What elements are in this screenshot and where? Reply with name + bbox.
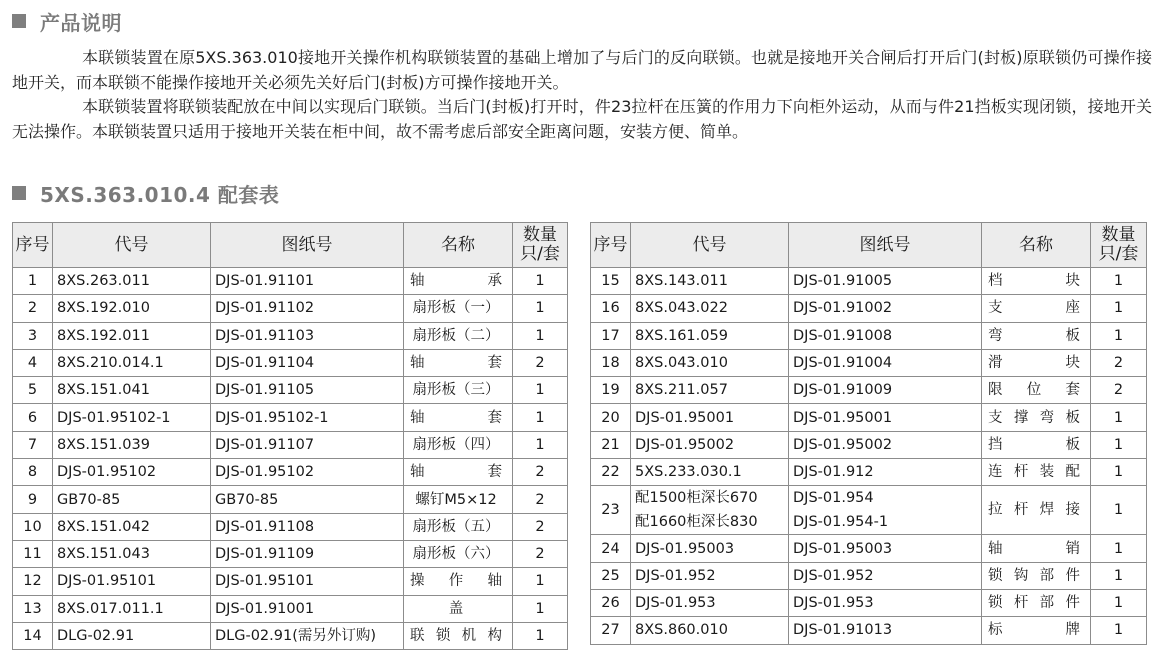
- cell-seq: 23: [591, 486, 631, 535]
- description-paragraph-1: 本联锁装置在原5XS.363.010接地开关操作机构联锁装置的基础上增加了与后门的反向联锁。也就是接地开关合闸后打开后门(封板)原联锁仍可操作接地开关，而本联锁不能操作接地开关必须先关好后门(封板)方可操作接地开关。: [12, 48, 1152, 92]
- section-header-table: [12, 180, 279, 206]
- name-char: 标: [988, 622, 1003, 639]
- cell-qty: 1: [513, 377, 568, 404]
- cell-seq: 18: [591, 349, 631, 376]
- name-text: [404, 377, 512, 403]
- cell-code: 8XS.161.059: [631, 322, 789, 349]
- cell-drawing: DJS-01.91105: [211, 377, 404, 404]
- cell-name: [404, 404, 513, 431]
- cell-name: [982, 459, 1091, 486]
- cell-seq: 25: [591, 562, 631, 589]
- cell-qty: 2: [513, 486, 568, 513]
- cell-drawing: DJS-01.91013: [789, 617, 982, 644]
- header-drawing: 图纸号: [211, 223, 404, 268]
- cell-qty: 1: [1091, 268, 1147, 295]
- cell-drawing: DLG-02.91(需另外订购): [211, 622, 404, 649]
- name-char: 扇形板（三）: [412, 382, 500, 399]
- cell-code: DJS-01.95002: [631, 431, 789, 458]
- cell-code: DJS-01.95102-1: [53, 404, 211, 431]
- cell-seq: 24: [591, 535, 631, 562]
- cell-code: 8XS.143.011: [631, 268, 789, 295]
- cell-seq: 4: [13, 349, 53, 376]
- name-char: 部: [1039, 567, 1055, 584]
- table-row: [591, 535, 1147, 562]
- table-row: [13, 404, 568, 431]
- cell-seq: 12: [13, 568, 53, 595]
- cell-code: 8XS.151.043: [53, 540, 211, 567]
- cell-qty: 2: [513, 349, 568, 376]
- name-char: 联: [410, 628, 425, 644]
- name-text: [404, 541, 512, 567]
- cell-code-line: 配1660柜深长830: [635, 514, 758, 531]
- name-char: 钩: [1013, 567, 1029, 584]
- cell-qty: 2: [513, 513, 568, 540]
- cell-drawing: [789, 486, 982, 535]
- name-char: 轴: [410, 464, 425, 481]
- cell-drawing: DJS-01.912: [789, 459, 982, 486]
- cell-qty: 1: [513, 295, 568, 322]
- header-qty-line1: 数量: [1101, 225, 1136, 245]
- name-char: 滑: [988, 355, 1003, 372]
- cell-name: [404, 268, 513, 295]
- name-char: 位: [1026, 382, 1042, 399]
- cell-code-line: 配1500柜深长670: [635, 490, 758, 507]
- name-text: [982, 563, 1090, 589]
- cell-drawing: DJS-01.95002: [789, 431, 982, 458]
- cell-name: [404, 540, 513, 567]
- name-char: 套: [1065, 382, 1080, 399]
- cell-qty: 1: [513, 622, 568, 649]
- cell-name: [982, 322, 1091, 349]
- table-row: [13, 540, 568, 567]
- cell-name: [982, 268, 1091, 295]
- cell-name: [982, 349, 1091, 376]
- name-char: 接: [1065, 502, 1080, 519]
- name-char: 块: [1065, 273, 1080, 290]
- table-row: [13, 486, 568, 513]
- cell-qty: 1: [1091, 535, 1147, 562]
- cell-name: [404, 513, 513, 540]
- name-char: 轴: [487, 573, 502, 590]
- cell-seq: 7: [13, 431, 53, 458]
- cell-code: 8XS.151.041: [53, 377, 211, 404]
- table-row: [591, 322, 1147, 349]
- name-char: 作: [448, 573, 464, 590]
- name-text: [982, 268, 1090, 294]
- cell-seq: 6: [13, 404, 53, 431]
- name-char: 支: [988, 409, 1003, 426]
- name-char: 焊: [1039, 502, 1055, 519]
- table-row: [591, 486, 1147, 535]
- cell-code: 8XS.192.011: [53, 322, 211, 349]
- cell-seq: 8: [13, 459, 53, 486]
- cell-name: [982, 431, 1091, 458]
- cell-drawing: DJS-01.91102: [211, 295, 404, 322]
- cell-drawing: DJS-01.91001: [211, 595, 404, 622]
- cell-seq: 22: [591, 459, 631, 486]
- table-row: [591, 349, 1147, 376]
- name-text: [404, 487, 512, 513]
- name-char: 件: [1065, 567, 1080, 584]
- table-row: [591, 562, 1147, 589]
- table-row: [13, 513, 568, 540]
- cell-name: [404, 568, 513, 595]
- name-char: 套: [487, 464, 502, 481]
- name-text: [982, 590, 1090, 616]
- name-char: 杆: [1013, 595, 1029, 612]
- name-text: [404, 623, 512, 649]
- cell-seq: 15: [591, 268, 631, 295]
- cell-seq: 26: [591, 589, 631, 616]
- cell-seq: 2: [13, 295, 53, 322]
- name-char: 盖: [448, 600, 464, 617]
- cell-seq: 17: [591, 322, 631, 349]
- name-char: 锁: [988, 595, 1003, 612]
- cell-code: DJS-01.95101: [53, 568, 211, 595]
- cell-seq: 21: [591, 431, 631, 458]
- name-char: 板: [1065, 436, 1080, 453]
- name-char: 装: [1039, 464, 1055, 481]
- cell-code: 8XS.263.011: [53, 268, 211, 295]
- name-char: 限: [988, 382, 1003, 399]
- header-qty-line2: 只/套: [1098, 244, 1139, 264]
- header-name: 名称: [982, 223, 1091, 268]
- cell-seq: 3: [13, 322, 53, 349]
- name-char: 杆: [1013, 464, 1029, 481]
- name-text: [982, 323, 1090, 349]
- cell-code: DLG-02.91: [53, 622, 211, 649]
- cell-name: [982, 404, 1091, 431]
- cell-name: [404, 595, 513, 622]
- cell-qty: 1: [513, 595, 568, 622]
- table-row: [13, 322, 568, 349]
- cell-code: DJS-01.952: [631, 562, 789, 589]
- header-qty: [513, 223, 568, 268]
- name-text: [404, 350, 512, 376]
- cell-drawing: DJS-01.95102: [211, 459, 404, 486]
- name-text: [404, 432, 512, 458]
- description-paragraph-2: 本联锁装置将联锁装配放在中间以实现后门联锁。当后门(封板)打开时，件23拉杆在压簧的作用力下向柜外运动，从而与件21挡板实现闭锁，接地开关无法操作。本联锁装置只适用于接地开关装在柜中间，故不需考虑后部安全距离问题，安装方便、简单。: [12, 97, 1152, 141]
- table-row: [591, 268, 1147, 295]
- cell-drawing: DJS-01.95003: [789, 535, 982, 562]
- section-title: 5XS.363.010.4 配套表: [40, 182, 280, 207]
- name-char: 板: [1065, 327, 1080, 344]
- name-char: 挡: [988, 436, 1003, 453]
- cell-name: [982, 295, 1091, 322]
- cell-qty: 1: [1091, 589, 1147, 616]
- cell-drawing: DJS-01.91104: [211, 349, 404, 376]
- cell-seq: 11: [13, 540, 53, 567]
- cell-name: [982, 377, 1091, 404]
- header-code: 代号: [53, 223, 211, 268]
- cell-drawing: DJS-01.91107: [211, 431, 404, 458]
- table-row: [591, 617, 1147, 644]
- name-text: [404, 268, 512, 294]
- table-row: [13, 377, 568, 404]
- cell-name: [982, 589, 1091, 616]
- name-char: 机: [461, 628, 477, 644]
- cell-code: 8XS.211.057: [631, 377, 789, 404]
- name-char: 弯: [1039, 409, 1055, 426]
- cell-code: 8XS.860.010: [631, 617, 789, 644]
- name-char: 扇形板（一）: [412, 300, 500, 317]
- cell-drawing: DJS-01.91008: [789, 322, 982, 349]
- parts-table-right: [590, 222, 1147, 645]
- cell-drawing: DJS-01.95102-1: [211, 404, 404, 431]
- name-char: 拉: [988, 502, 1003, 519]
- name-text: [982, 459, 1090, 485]
- cell-seq: 16: [591, 295, 631, 322]
- cell-qty: 1: [1091, 404, 1147, 431]
- name-text: [404, 295, 512, 321]
- cell-qty: 2: [1091, 377, 1147, 404]
- parts-table-left: [12, 222, 568, 650]
- cell-qty: 2: [513, 459, 568, 486]
- name-char: 扇形板（二）: [412, 327, 500, 344]
- cell-drawing: DJS-01.91004: [789, 349, 982, 376]
- name-text: [982, 536, 1090, 562]
- header-seq: 序号: [13, 223, 53, 268]
- cell-code: GB70-85: [53, 486, 211, 513]
- cell-qty: 1: [513, 568, 568, 595]
- name-char: 螺钉M5×12: [415, 491, 497, 508]
- name-text: [982, 405, 1090, 431]
- name-char: 锁: [988, 567, 1003, 584]
- cell-qty: 2: [1091, 349, 1147, 376]
- cell-qty: 1: [1091, 322, 1147, 349]
- cell-name: [404, 459, 513, 486]
- cell-qty: 1: [513, 268, 568, 295]
- table-row: [591, 404, 1147, 431]
- name-char: 套: [487, 355, 502, 372]
- section-title: 产品说明: [40, 10, 122, 35]
- cell-qty: 1: [1091, 562, 1147, 589]
- header-qty: [1091, 223, 1147, 268]
- cell-name: [404, 622, 513, 649]
- cell-drawing: GB70-85: [211, 486, 404, 513]
- header-drawing: 图纸号: [789, 223, 982, 268]
- name-text: [982, 497, 1090, 523]
- name-text: [982, 617, 1090, 643]
- cell-name: [404, 322, 513, 349]
- name-char: 操: [410, 573, 425, 590]
- name-text: [982, 377, 1090, 403]
- cell-seq: 14: [13, 622, 53, 649]
- cell-name: [404, 349, 513, 376]
- section-marker-icon: [12, 186, 26, 200]
- cell-qty: 1: [513, 322, 568, 349]
- cell-qty: 1: [1091, 431, 1147, 458]
- cell-qty: 1: [1091, 295, 1147, 322]
- cell-qty: 2: [513, 540, 568, 567]
- name-char: 块: [1065, 355, 1080, 372]
- table-row: [591, 431, 1147, 458]
- name-text: [404, 459, 512, 485]
- table-header-row: [591, 223, 1147, 268]
- cell-name: [404, 295, 513, 322]
- cell-name: [982, 486, 1091, 535]
- cell-qty: 1: [1091, 617, 1147, 644]
- header-name: 名称: [404, 223, 513, 268]
- cell-code: DJS-01.953: [631, 589, 789, 616]
- cell-code: [631, 486, 789, 535]
- cell-qty: 1: [513, 404, 568, 431]
- cell-seq: 5: [13, 377, 53, 404]
- cell-code: DJS-01.95102: [53, 459, 211, 486]
- cell-qty: 1: [513, 431, 568, 458]
- table-row: [13, 431, 568, 458]
- name-text: [404, 514, 512, 540]
- cell-seq: 27: [591, 617, 631, 644]
- cell-code: 8XS.017.011.1: [53, 595, 211, 622]
- cell-drawing: DJS-01.91108: [211, 513, 404, 540]
- section-marker-icon: [12, 14, 26, 28]
- cell-seq: 10: [13, 513, 53, 540]
- name-text: [404, 405, 512, 431]
- name-char: 承: [487, 273, 502, 290]
- header-qty-line2: 只/套: [520, 244, 560, 264]
- cell-code: DJS-01.95001: [631, 404, 789, 431]
- name-char: 扇形板（四）: [412, 436, 500, 453]
- cell-name: [404, 431, 513, 458]
- header-seq: 序号: [591, 223, 631, 268]
- table-row: [13, 349, 568, 376]
- name-char: 轴: [988, 540, 1003, 557]
- cell-drawing: DJS-01.91109: [211, 540, 404, 567]
- cell-code: 8XS.192.010: [53, 295, 211, 322]
- name-char: 扇形板（六）: [412, 546, 500, 563]
- header-code: 代号: [631, 223, 789, 268]
- cell-drawing: DJS-01.91009: [789, 377, 982, 404]
- cell-seq: 20: [591, 404, 631, 431]
- name-text: [404, 596, 512, 622]
- name-char: 支: [988, 300, 1003, 317]
- cell-name: [982, 562, 1091, 589]
- table-row: [591, 589, 1147, 616]
- table-row: [13, 268, 568, 295]
- cell-code: DJS-01.95003: [631, 535, 789, 562]
- name-char: 锁: [435, 628, 451, 644]
- cell-drawing: DJS-01.91002: [789, 295, 982, 322]
- cell-name: [982, 535, 1091, 562]
- cell-drawing-line: DJS-01.954-1: [793, 514, 889, 531]
- table-row: [13, 295, 568, 322]
- cell-drawing: DJS-01.91005: [789, 268, 982, 295]
- name-text: [404, 568, 512, 594]
- table-header-row: [13, 223, 568, 268]
- cell-name: [404, 377, 513, 404]
- name-char: 轴: [410, 273, 425, 290]
- name-text: [404, 323, 512, 349]
- cell-seq: 13: [13, 595, 53, 622]
- name-char: 撑: [1013, 409, 1029, 426]
- cell-code: 8XS.210.014.1: [53, 349, 211, 376]
- name-char: 牌: [1065, 622, 1080, 639]
- cell-drawing: DJS-01.91103: [211, 322, 404, 349]
- name-text: [982, 432, 1090, 458]
- table-row: [591, 459, 1147, 486]
- cell-code: 8XS.151.042: [53, 513, 211, 540]
- cell-drawing: DJS-01.95101: [211, 568, 404, 595]
- cell-name: [982, 617, 1091, 644]
- name-char: 部: [1039, 595, 1055, 612]
- name-text: [982, 295, 1090, 321]
- name-char: 轴: [410, 409, 425, 426]
- name-char: 板: [1065, 409, 1080, 426]
- name-char: 构: [487, 628, 502, 644]
- cell-drawing: DJS-01.95001: [789, 404, 982, 431]
- section-header-description: [12, 8, 122, 34]
- header-qty-line1: 数量: [523, 225, 557, 245]
- cell-code: 8XS.043.010: [631, 349, 789, 376]
- cell-seq: 1: [13, 268, 53, 295]
- name-char: 扇形板（五）: [412, 518, 500, 535]
- cell-code: 8XS.043.022: [631, 295, 789, 322]
- name-char: 套: [487, 409, 502, 426]
- cell-drawing-line: DJS-01.954: [793, 490, 874, 507]
- name-char: 档: [988, 273, 1003, 290]
- table-row: [13, 595, 568, 622]
- name-char: 件: [1065, 595, 1080, 612]
- name-char: 弯: [988, 327, 1003, 344]
- name-char: 座: [1065, 300, 1080, 317]
- table-row: [13, 622, 568, 649]
- name-char: 连: [988, 464, 1003, 481]
- cell-qty: 1: [1091, 459, 1147, 486]
- table-row: [591, 295, 1147, 322]
- cell-drawing: DJS-01.953: [789, 589, 982, 616]
- table-row: [13, 568, 568, 595]
- cell-name: [404, 486, 513, 513]
- cell-drawing: DJS-01.952: [789, 562, 982, 589]
- table-row: [13, 459, 568, 486]
- name-char: 销: [1065, 540, 1080, 557]
- name-char: 轴: [410, 355, 425, 372]
- name-char: 配: [1065, 464, 1080, 481]
- table-row: [591, 377, 1147, 404]
- cell-drawing: DJS-01.91101: [211, 268, 404, 295]
- cell-code: 8XS.151.039: [53, 431, 211, 458]
- name-char: 杆: [1013, 502, 1029, 519]
- description-text: [12, 46, 1152, 144]
- cell-seq: 9: [13, 486, 53, 513]
- cell-code: 5XS.233.030.1: [631, 459, 789, 486]
- cell-seq: 19: [591, 377, 631, 404]
- cell-qty: 1: [1091, 486, 1147, 535]
- name-text: [982, 350, 1090, 376]
